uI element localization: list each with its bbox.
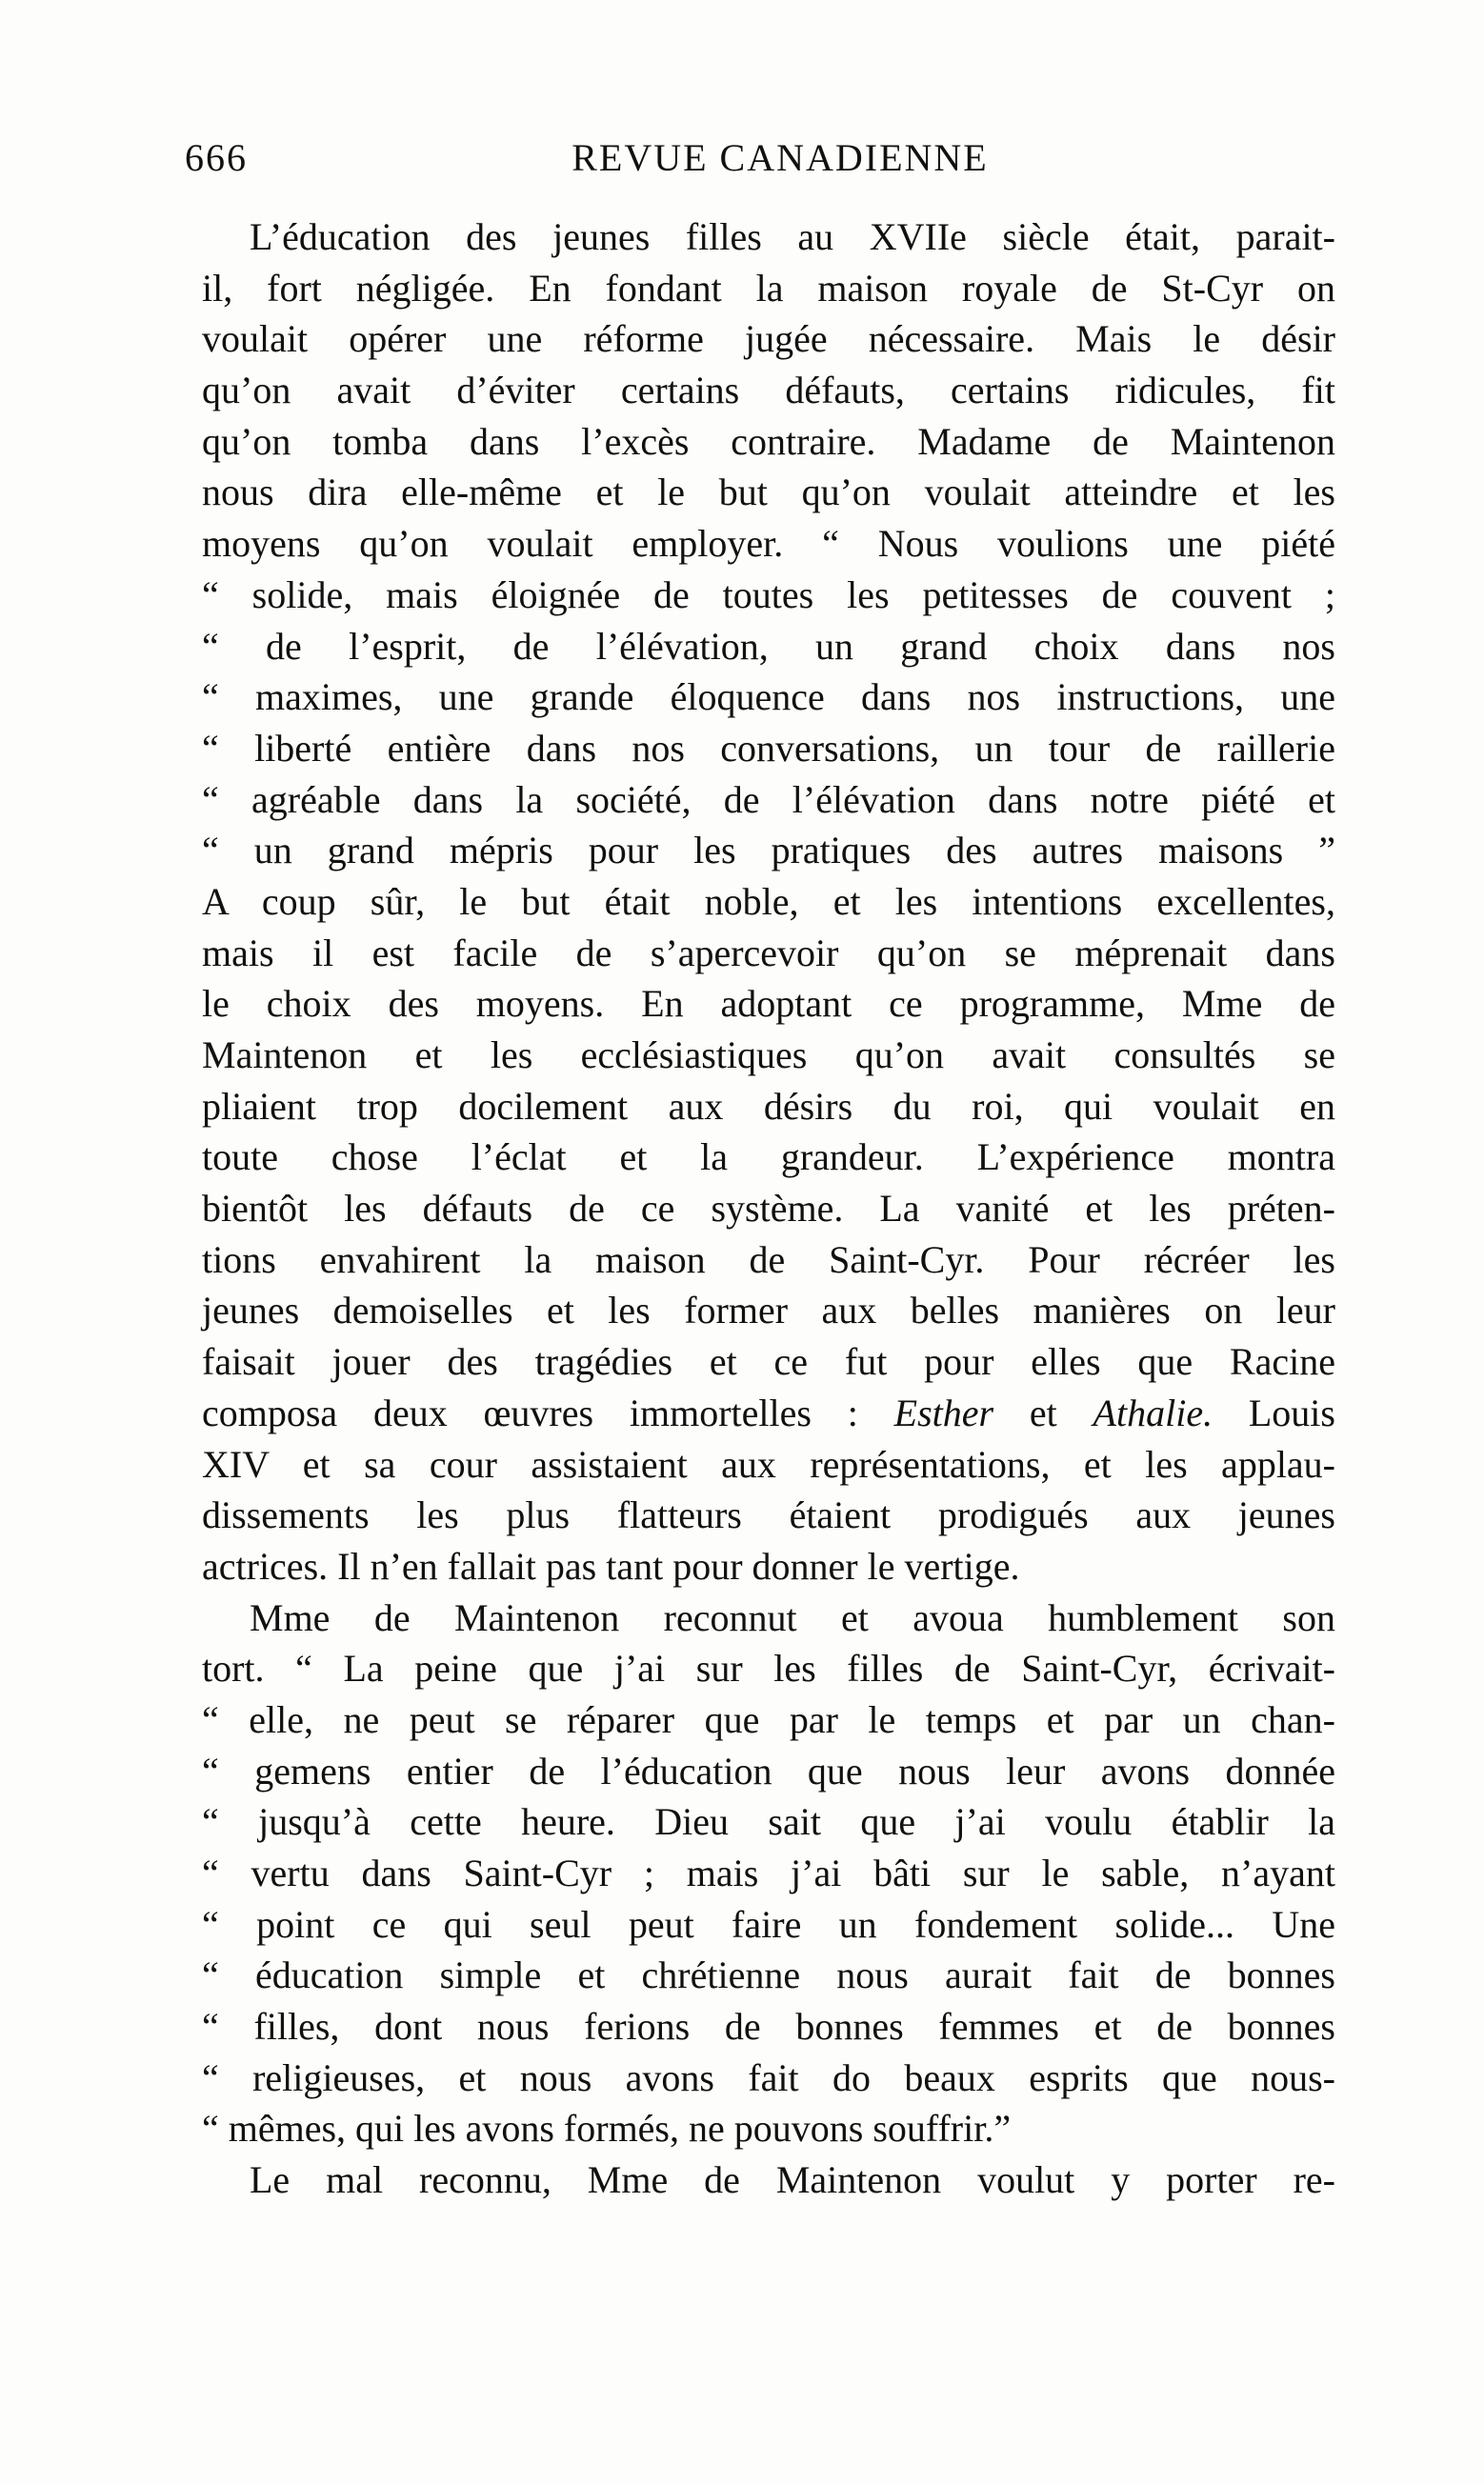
- text-line: le choix des moyens. En adoptant ce programme, Mme de: [202, 982, 1335, 1026]
- text-line: “ liberté entière dans nos conversations, un tour de raillerie: [202, 726, 1335, 770]
- text-line: “ point ce qui seul peut faire un fondement solide... Une: [202, 1902, 1335, 1946]
- page-number: 666: [185, 136, 248, 179]
- text-line: “ solide, mais éloignée de toutes les petitesses de couvent ;: [202, 572, 1335, 616]
- text-line: tions envahirent la maison de Saint-Cyr. Pour récréer les: [202, 1237, 1335, 1281]
- text-line: “ éducation simple et chrétienne nous aurait fait de bonnes: [202, 1953, 1335, 1997]
- text-line: Maintenon et les ecclésiastiques qu’on avait consultés se: [202, 1033, 1335, 1076]
- text-fragment: Louis: [1213, 1391, 1335, 1434]
- text-line: mais il est facile de s’apercevoir qu’on se méprenait dans: [202, 931, 1335, 974]
- text-line: Mme de Maintenon reconnut et avoua humblement son: [250, 1595, 1335, 1639]
- text-line: “ un grand mépris pour les pratiques des autres maisons ”: [202, 829, 1335, 872]
- text-line: tort. “ La peine que j’ai sur les filles de Saint-Cyr, écrivait-: [202, 1647, 1335, 1691]
- text-line: dissements les plus flatteurs étaient prodigués aux jeunes: [202, 1493, 1335, 1537]
- text-line: “ religieuses, et nous avons fait do beaux esprits que nous-: [202, 2055, 1335, 2099]
- text-line: “ vertu dans Saint-Cyr ; mais j’ai bâti sur le sable, n’ayant: [202, 1852, 1335, 1894]
- running-title: REVUE CANADIENNE: [572, 136, 989, 179]
- text-line: Le mal reconnu, Mme de Maintenon voulut y porter re-: [250, 2158, 1335, 2202]
- text-line: toute chose l’éclat et la grandeur. L’expérience montra: [202, 1135, 1335, 1179]
- text-line: “ agréable dans la société, de l’élévation dans notre piété et: [202, 777, 1335, 821]
- text-line: voulait opérer une réforme jugée nécessaire. Mais le désir: [202, 317, 1335, 361]
- text-line: “ gemens entier de l’éducation que nous leur avons donnée: [202, 1749, 1335, 1793]
- text-line: “ jusqu’à cette heure. Dieu sait que j’ai voulu établir la: [202, 1800, 1335, 1844]
- italic-title: Athalie.: [1093, 1391, 1213, 1434]
- text-line: A coup sûr, le but était noble, et les intentions excellentes,: [202, 879, 1335, 923]
- page-header: [185, 135, 1337, 192]
- text-fragment: et: [993, 1391, 1093, 1434]
- text-line: “ maximes, une grande éloquence dans nos instructions, une: [202, 675, 1335, 719]
- text-line: jeunes demoiselles et les former aux belles manières on leur: [202, 1289, 1335, 1332]
- text-line: “ filles, dont nous ferions de bonnes femmes et de bonnes: [202, 2005, 1335, 2049]
- text-line: [202, 1388, 1335, 1439]
- text-line: il, fort négligée. En fondant la maison royale de St-Cyr on: [202, 266, 1335, 310]
- text-line: “ elle, ne peut se réparer que par le temps et par un chan-: [202, 1697, 1335, 1741]
- text-line: bientôt les défauts de ce système. La vanité et les préten-: [202, 1187, 1335, 1231]
- text-line: actrices. Il n’en fallait pas tant pour donner le vertige.: [202, 1544, 1020, 1588]
- text-line: moyens qu’on voulait employer. “ Nous voulions une piété: [202, 522, 1335, 566]
- text-line: faisait jouer des tragédies et ce fut pour elles que Racine: [202, 1340, 1335, 1384]
- text-fragment: composa deux œuvres immortelles :: [202, 1391, 894, 1434]
- text-line: qu’on tomba dans l’excès contraire. Madame de Maintenon: [202, 419, 1335, 463]
- text-line: “ mêmes, qui les avons formés, ne pouvons souffrir.”: [202, 2107, 1012, 2151]
- text-line: nous dira elle-même et le but qu’on voulait atteindre et les: [202, 471, 1335, 514]
- text-line: L’éducation des jeunes filles au XVIIe siècle était, parait-: [250, 215, 1335, 258]
- text-line: qu’on avait d’éviter certains défauts, certains ridicules, fit: [202, 369, 1335, 412]
- italic-title: Esther: [893, 1391, 994, 1434]
- text-line: pliaient trop docilement aux désirs du roi, qui voulait en: [202, 1084, 1335, 1128]
- text-line: XIV et sa cour assistaient aux représentations, et les applau-: [202, 1442, 1335, 1486]
- body-text: [202, 211, 1335, 2206]
- text-line: “ de l’esprit, de l’élévation, un grand choix dans nos: [202, 624, 1335, 668]
